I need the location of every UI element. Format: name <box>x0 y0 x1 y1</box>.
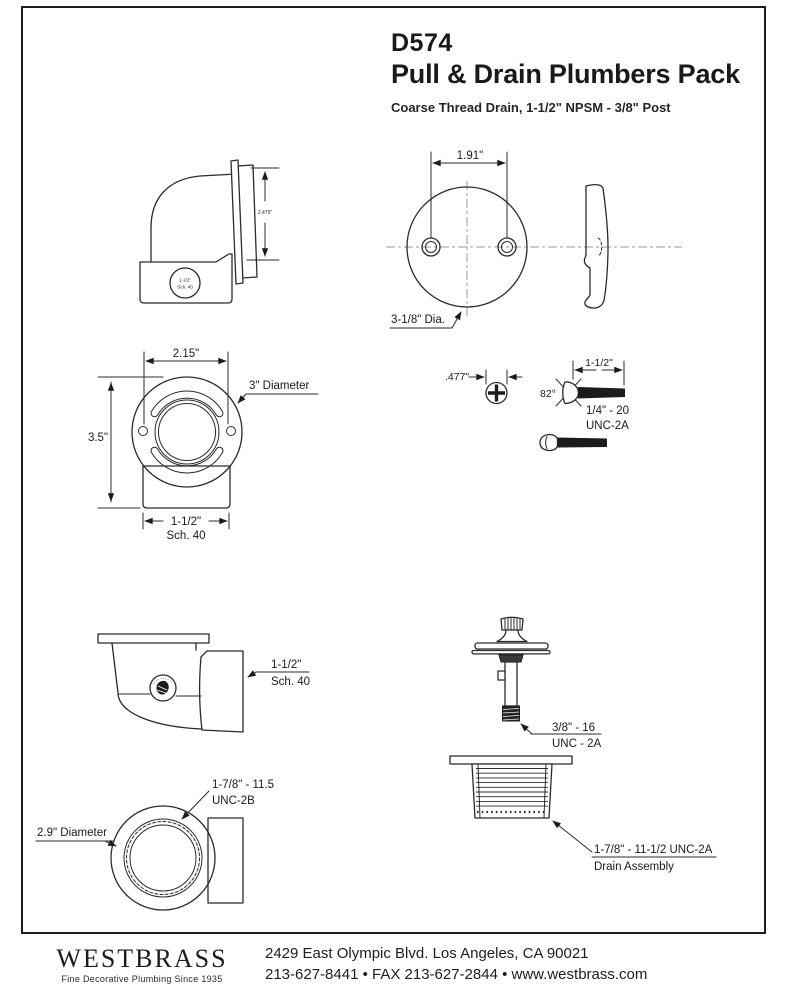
elbow-stamp-sch: Sch. 40 <box>177 284 193 290</box>
elbow-side-pipe-dim: 1-1/2" <box>271 659 302 671</box>
contact-block <box>265 943 647 985</box>
post-thread-spec-2: UNC - 2A <box>552 738 602 750</box>
drawing-drain-elbow-side <box>98 634 310 732</box>
drawing-drain-front <box>36 779 274 910</box>
drawing-screws <box>445 357 629 451</box>
drawing-drain-assembly <box>450 617 716 873</box>
address-line: 2429 East Olympic Blvd. Los Angeles, CA 90021 <box>265 945 589 962</box>
drawing-waste-elbow-top <box>140 160 279 303</box>
screw-length-dim: 1-1/2" <box>585 357 613 369</box>
faceplate-hole-spacing-dim: 1.91" <box>456 150 484 162</box>
brand-block <box>44 945 240 984</box>
elbow-side-pipe-sch: Sch. 40 <box>271 676 310 688</box>
flange-top-dim: 2.15" <box>172 348 200 360</box>
assembly-thread-spec: 1-7/8" - 11-1/2 UNC-2A <box>594 844 713 856</box>
drawing-faceplate <box>386 150 682 328</box>
drain-diameter-label: 2.9" Diameter <box>37 827 107 839</box>
drain-thread-spec-2: UNC-2B <box>212 795 255 807</box>
faceplate-diameter-label: 3-1/8" Dia. <box>391 314 445 326</box>
drain-thread-spec-1: 1-7/8" - 11.5 <box>212 779 275 791</box>
brand-logo: WESTBRASS <box>56 944 228 973</box>
elbow-height-dim: 2.475" <box>257 210 273 216</box>
drawing-flange-front <box>88 348 318 542</box>
elbow-stamp-size: 1-1/2" <box>178 277 192 283</box>
flange-bottom-sch: Sch. 40 <box>166 530 206 542</box>
screw-head-dim: .477" <box>445 371 470 383</box>
product-subtitle: Coarse Thread Drain, 1-1/2" NPSM - 3/8" Post <box>391 100 671 115</box>
model-number: D574 <box>391 29 453 57</box>
assembly-label: Drain Assembly <box>594 861 674 873</box>
product-title: Pull & Drain Plumbers Pack <box>391 59 740 89</box>
screw-thread-spec-1: 1/4" - 20 <box>586 405 630 417</box>
screw-thread-spec-2: UNC-2A <box>586 420 629 432</box>
phone-line: 213-627-8441 • FAX 213-627-2844 • www.westbrass.com <box>265 966 648 983</box>
brand-tagline: Fine Decorative Plumbing Since 1935 <box>61 974 223 984</box>
flange-bottom-dim: 1-1/2" <box>170 516 202 528</box>
screw-angle-dim: 82° <box>540 388 556 400</box>
flange-diameter-label: 3" Diameter <box>249 380 310 392</box>
post-thread-spec-1: 3/8" - 16 <box>552 722 596 734</box>
flange-height-dim: 3.5" <box>87 432 109 444</box>
